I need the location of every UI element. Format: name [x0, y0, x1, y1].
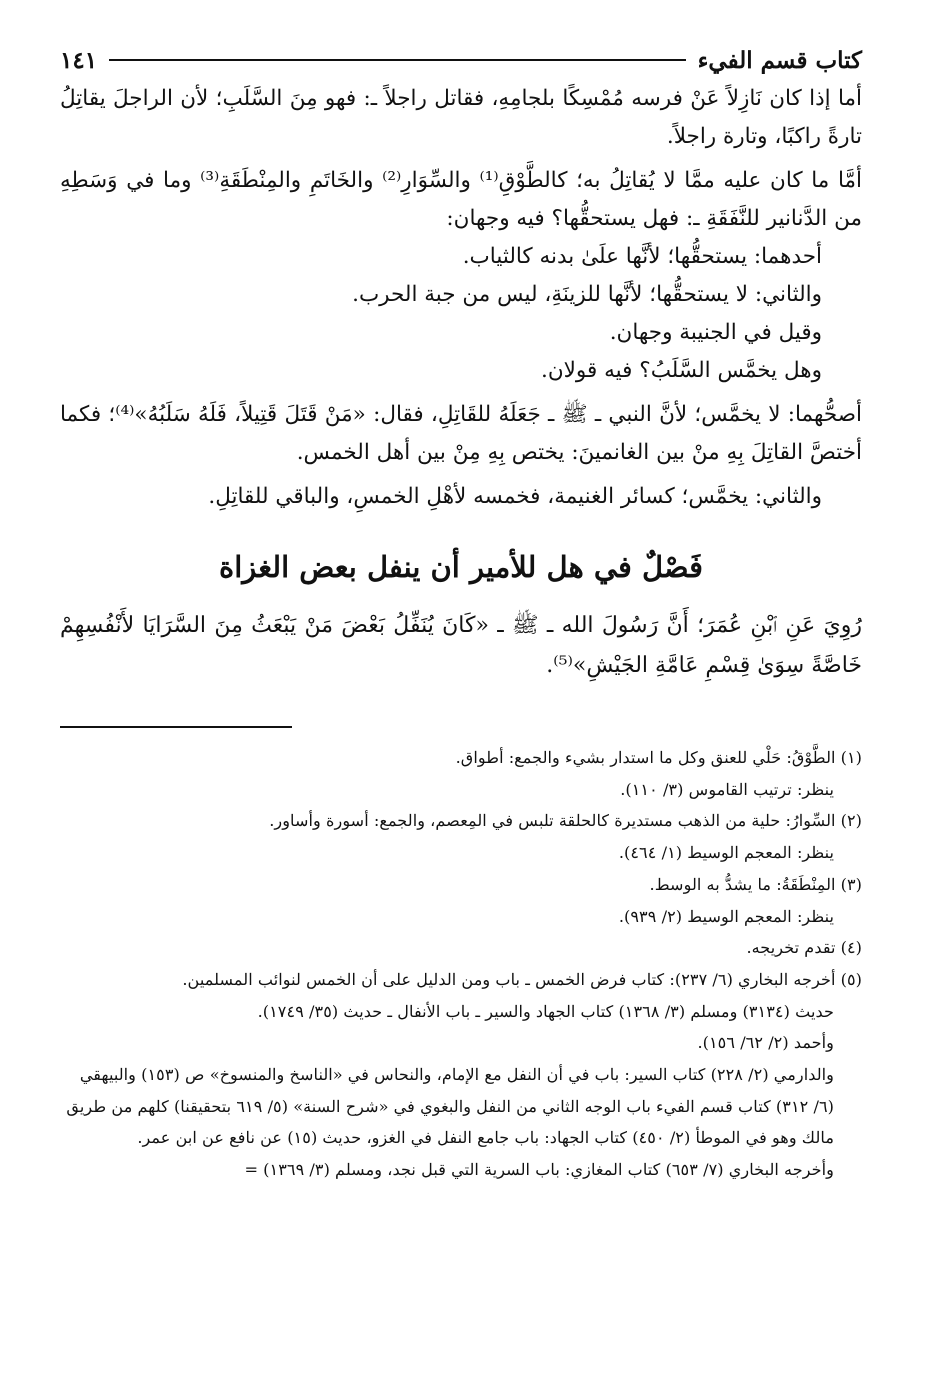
main-text — [60, 80, 862, 516]
paragraph: أمَّا ما كان عليه ممَّا لا يُقاتِلُ به؛ كالطَّوْقِ⁽¹⁾ والسِّوَارِ⁽²⁾ والخَاتَمِ والمِنْطَقَةِ⁽³⁾ وما في وَسَطِهِ من الدَّنانير للنَّفَقَةِ ـ: فهل يستحقُّها؟ فيه وجهان: — [60, 168, 862, 231]
footnote: (١) الطَّوْقُ: حَلْي للعنق وكل ما استدار بشيء والجمع: أطواق. — [455, 748, 862, 767]
footnote-continuation: والدارمي (٢/ ٢٢٨) كتاب السير: باب في أن النفل مع الإمام، والنحاس في «الناسخ والمنسوخ» ص (١٥٣) والبيهقي (٦/ ٣١٢) كتاب قسم الفيء باب الوجه الثاني من النفل والبغوي في «شرح السنة» (٥/ ٦١٩ بتحقيقنا) كلهم من طريق مالك وهو في الموطأ (٢/ ٤٥٠) كتاب الجهاد: باب جامع النفل في الغزو، حديث (١٥) عن نافع عن ابن عمر. — [66, 1065, 834, 1148]
hadith-text: رُوِيَ عَنِ ٱبْنِ عُمَرَ؛ أَنَّ رَسُولَ الله ـ ﷺ ـ «كَانَ يُنَفِّلُ بَعْضَ مَنْ يَبْعَثُ مِنَ السَّرَايَا لأَنْفُسِهِمْ خَاصَّةً سِوَىٰ قِسْمِ عَامَّةِ الجَيْشِ»⁽⁵⁾. — [60, 613, 862, 678]
footnote-reference: ينظر: المعجم الوسيط (٢/ ٩٣٩). — [618, 906, 834, 926]
paragraph: وهل يخمَّس السَّلَبُ؟ فيه قولان. — [541, 358, 822, 383]
paragraph: وقيل في الجنيبة وجهان. — [609, 320, 822, 345]
footnote: (٥) أخرجه البخاري (٦/ ٢٣٧): كتاب فرض الخمس ـ باب ومن الدليل على أن الخمس لنوائب المسلمين. — [182, 969, 862, 989]
paragraph: والثاني: لا يستحقُّها؛ لأنَّها للزينَةِ، ليس من جبة الحرب. — [352, 282, 822, 307]
running-header — [60, 40, 862, 80]
footnote-continuation: حديث (٣١٣٤) ومسلم (٣/ ١٣٦٨) كتاب الجهاد والسير ـ باب الأنفال ـ حديث (٣٥/ ١٧٤٩). — [257, 1001, 834, 1021]
footnote-reference: ينظر: المعجم الوسيط (١/ ٤٦٤). — [618, 843, 834, 863]
paragraph: أحدهما: يستحقُّها؛ لأنَّها علَىٰ بدنه كالثياب. — [462, 244, 822, 269]
footnote: (٣) المِنْطَقَةُ: ما يشدُّ به الوسط. — [649, 874, 862, 894]
header-rule — [109, 59, 686, 61]
footnotes — [60, 742, 862, 1186]
footnote-separator-wrap — [60, 686, 862, 742]
footnote-continuation: وأحمد (٢/ ٦٢/ ١٥٦). — [697, 1033, 834, 1053]
footnote: (٤) تقدم تخريجه. — [746, 938, 862, 958]
book-page — [60, 40, 862, 1186]
footnote-reference: ينظر: ترتيب القاموس (٣/ ١١٠). — [620, 779, 834, 799]
page-number: ١٤١ — [60, 46, 98, 74]
paragraph: أصحُّهما: لا يخمَّس؛ لأنَّ النبي ـ ﷺ ـ جَعَلَهُ للقَاتِلِ، فقال: «مَنْ قَتَلَ قَتِيلاً، فَلَهُ سَلَبُهُ»⁽⁴⁾؛ فكما أختصَّ القاتِلَ بِهِ منْ بين الغانمينَ: يختص بِهِ مِنْ بين أهل الخمس. — [60, 402, 862, 465]
paragraph: والثاني: يخمَّس؛ كسائر الغنيمة، فخمسه لأهْلِ الخمسِ، والباقي للقاتِلِ. — [208, 484, 822, 509]
footnote-separator — [60, 726, 292, 728]
footnote: (٢) السِّوارُ: حلية من الذهب مستديرة كالحلقة تلبس في المِعصم، والجمع: أسورة وأساور. — [269, 811, 862, 831]
chapter-title: كتاب قسم الفيء — [697, 46, 862, 74]
footnote-continuation: وأخرجه البخاري (٧/ ٦٥٣) كتاب المغازي: باب السرية التي قبل نجد، ومسلم (٣/ ١٣٦٩) = — [244, 1160, 834, 1180]
section-heading: فَصْلٌ في هل للأمير أن ينفل بعض الغزاة — [219, 550, 703, 584]
paragraph: أما إذا كان نَازِلاً عَنْ فرسه مُمْسِكًا بلجامِهِ، فقاتل راجلاً ـ: فهو مِنَ السَّلَبِ؛ لأن الراجلَ يقاتِلُ تارةً راكبًا، وتارة راجلاً. — [60, 86, 862, 149]
